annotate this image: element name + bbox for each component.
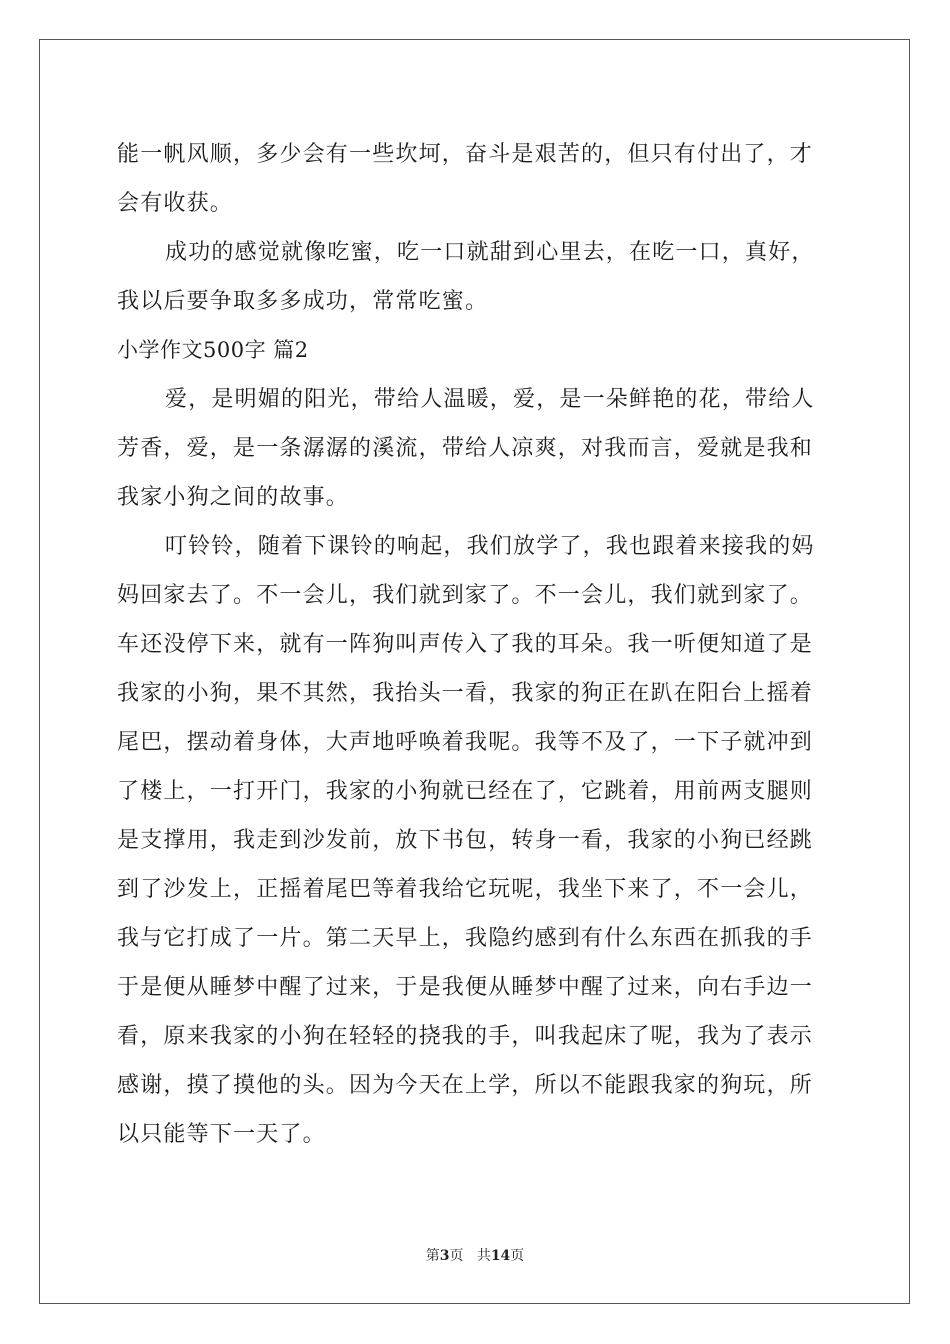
footer-page-suffix: 页 bbox=[449, 1248, 464, 1264]
text-line: 叮铃铃，随着下课铃的响起，我们放学了，我也跟着来接我的妈 bbox=[165, 534, 815, 559]
text-line: 尾巴，摆动着身体，大声地呼唤着我呢。我等不及了，一下子就冲到 bbox=[117, 730, 814, 755]
text-line: 我与它打成了一片。第二天早上，我隐约感到有什么东西在抓我的手 bbox=[117, 926, 814, 951]
text-line: 会有收获。 bbox=[117, 191, 234, 216]
footer-prefix: 第 bbox=[425, 1248, 440, 1264]
text-line: 了楼上，一打开门，我家的小狗就已经在了，它跳着，用前两支腿则 bbox=[117, 779, 814, 804]
footer-total-prefix: 共 bbox=[476, 1248, 491, 1264]
text-line: 看，原来我家的小狗在轻轻的挠我的手，叫我起床了呢，我为了表示 bbox=[117, 1024, 814, 1049]
text-line: 于是便从睡梦中醒了过来，于是我便从睡梦中醒了过来，向右手边一 bbox=[117, 975, 814, 1000]
section-heading: 小学作文500字 篇2 bbox=[117, 338, 309, 362]
total-pages-number: 14 bbox=[490, 1248, 511, 1264]
text-line: 芳香，爱，是一条潺潺的溪流，带给人凉爽，对我而言，爱就是我和 bbox=[117, 436, 814, 461]
text-line: 能一帆风顺，多少会有一些坎坷，奋斗是艰苦的，但只有付出了，才 bbox=[117, 142, 814, 167]
text-line: 是支撑用，我走到沙发前，放下书包，转身一看，我家的小狗已经跳 bbox=[117, 828, 814, 853]
text-line: 我以后要争取多多成功，常常吃蜜。 bbox=[117, 289, 489, 314]
text-line: 感谢，摸了摸他的头。因为今天在上学，所以不能跟我家的狗玩，所 bbox=[117, 1073, 814, 1098]
footer-total-suffix: 页 bbox=[510, 1248, 525, 1264]
text-line: 妈回家去了。不一会儿，我们就到家了。不一会儿，我们就到家了。 bbox=[117, 583, 814, 608]
text-line: 到了沙发上，正摇着尾巴等着我给它玩呢，我坐下来了，不一会儿， bbox=[117, 877, 814, 902]
current-page-number: 3 bbox=[439, 1248, 450, 1264]
document-body bbox=[117, 130, 835, 1159]
page-footer bbox=[0, 1245, 950, 1265]
text-line: 以只能等下一天了。 bbox=[117, 1122, 326, 1147]
text-line: 我家小狗之间的故事。 bbox=[117, 485, 350, 510]
text-line: 车还没停下来，就有一阵狗叫声传入了我的耳朵。我一听便知道了是 bbox=[117, 632, 814, 657]
text-line: 我家的小狗，果不其然，我抬头一看，我家的狗正在趴在阳台上摇着 bbox=[117, 681, 814, 706]
text-line: 成功的感觉就像吃蜜，吃一口就甜到心里去，在吃一口，真好， bbox=[165, 240, 815, 265]
text-line: 爱，是明媚的阳光，带给人温暖，爱，是一朵鲜艳的花，带给人 bbox=[165, 387, 815, 412]
